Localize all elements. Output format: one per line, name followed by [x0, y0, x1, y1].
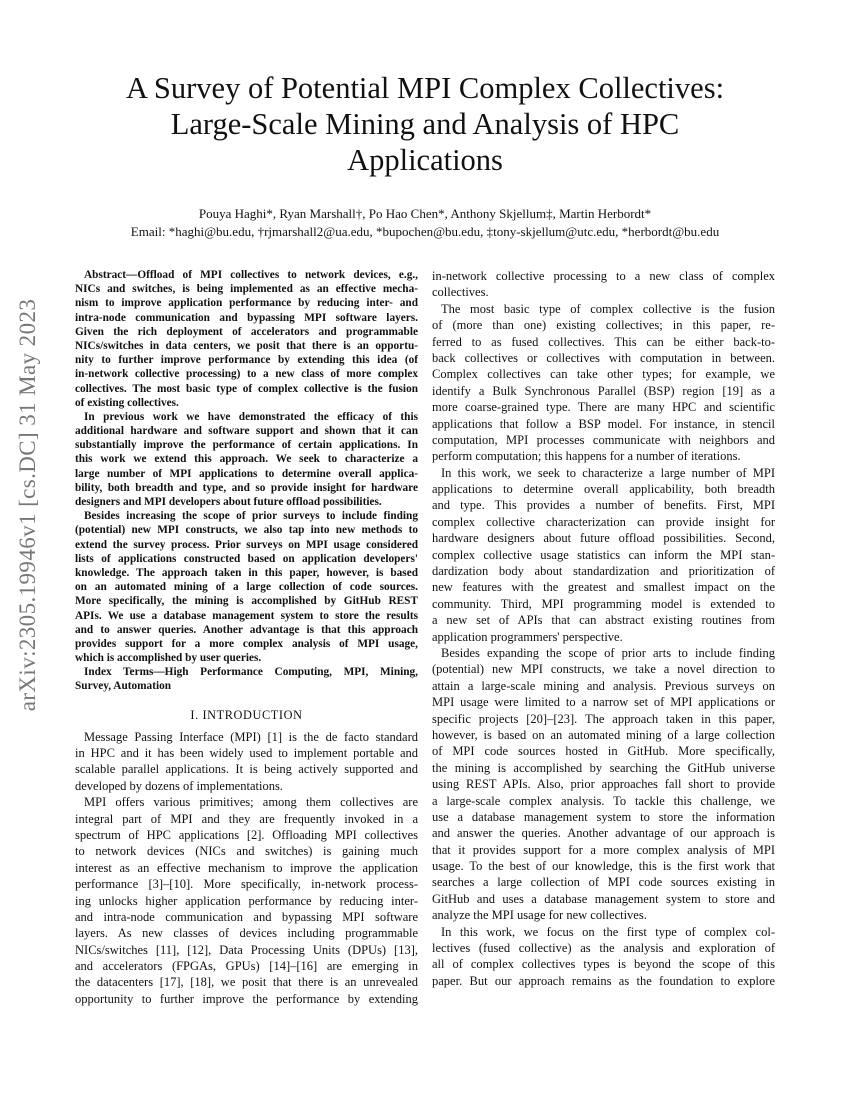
body-line: identify a Bulk Synchronous Parallel (BSP) region [19] as a	[432, 383, 775, 398]
abstract-line: this work we extend this approach. We seek to characterize a	[75, 453, 418, 466]
body-line: and type. This provides a number of benefits. First, MPI	[432, 498, 775, 513]
body-line: ing unlocks higher application performance by reducing inter-	[75, 893, 418, 908]
body-line: community. Third, MPI programming model is extended to	[432, 596, 775, 611]
abstract-line: Abstract—Offload of MPI collectives to network devices, e.g.,	[84, 269, 418, 281]
right-column	[432, 268, 775, 989]
abstract-line: of existing collectives.	[75, 396, 179, 409]
body-line: new features with the greatest and smallest impact on the	[432, 580, 775, 595]
title-line: Large-Scale Mining and Analysis of HPC	[170, 107, 680, 141]
abstract-line: knowledge. The approach taken in this paper, however, is based	[75, 566, 418, 579]
body-line: In this work, we focus on the first type of complex col-	[441, 924, 775, 939]
body-line: complex collective characterization can provide insight for	[432, 514, 775, 529]
body-line: developed by dozens of implementations.	[75, 778, 283, 793]
body-line: Besides expanding the scope of prior arts to include finding	[441, 645, 775, 660]
body-line: scalable parallel applications. It is being actively supported and	[75, 762, 418, 777]
abstract-line: More specifically, the mining is accomplished by GitHub REST	[75, 595, 418, 608]
abstract-line: NICs/switches in data centers, we posit that there is an opportu-	[75, 339, 418, 352]
body-line: MPI offers various primitives; among them collectives are	[84, 795, 418, 810]
title-line: A Survey of Potential MPI Complex Collectives:	[125, 71, 725, 105]
abstract-line: additional hardware and software support and shown that it can	[75, 425, 418, 438]
abstract-line: lists of applications constructed based on application developers'	[75, 552, 418, 565]
body-line: in-network collective processing to a new class of complex	[432, 269, 775, 283]
body-line: applications to determine overall applicability, both breadth	[432, 482, 775, 497]
arxiv-identifier-text: arXiv:2305.19946v1 [cs.DC] 31 May 2023	[15, 298, 40, 712]
body-line: spectrum of HPC applications [2]. Offloading MPI collectives	[75, 827, 418, 842]
body-line: of (more than one) existing collectives; in this paper, re-	[432, 318, 775, 333]
introduction-body-left	[75, 729, 418, 1008]
body-line: performance [3]–[10]. More specifically, in-network process-	[75, 877, 418, 892]
body-line: perform computation; this happens for a number of iterations.	[432, 449, 741, 464]
body-line: lectives (fused collective) as the analysis and exploration of	[432, 941, 775, 956]
abstract-line: collectives. The most basic type of complex collective is the fusion	[75, 382, 418, 395]
body-line: collectives.	[432, 285, 489, 300]
author-names: Pouya Haghi*, Ryan Marshall†, Po Hao Chen*, Anthony Skjellum‡, Martin Herbordt*	[198, 206, 652, 221]
body-line: a large-scale complex analysis. To tackle this challenge, we	[432, 793, 775, 808]
body-line: MPI usage were limited to a narrow set of MPI applications or	[432, 695, 775, 710]
body-line: In this work, we seek to characterize a large number of MPI	[441, 465, 775, 480]
abstract	[75, 268, 418, 694]
abstract-line: provides support for a more complex analysis of MPI usage,	[75, 637, 418, 650]
body-line: using REST APIs. Also, prior approaches fall short to provide	[432, 777, 775, 792]
body-line: complex collective usage statistics can inform the MPI stan-	[432, 547, 775, 562]
body-line: opportunity to further improve the performance by extending	[75, 991, 418, 1006]
body-line: GitHub and uses a database management system to store and	[432, 891, 775, 906]
body-line: Message Passing Interface (MPI) [1] is the de facto standard	[84, 729, 418, 744]
body-line: The most basic type of complex collective is the fusion	[441, 301, 775, 316]
body-line: in HPC and it has been widely used to implement portable and	[75, 746, 418, 761]
arxiv-identifier-stamp	[8, 285, 48, 725]
abstract-line: nism to improve application performance by reducing inter- and	[75, 297, 418, 310]
abstract-line: in-network collective processing) to a new class of more complex	[75, 368, 418, 381]
body-line: analyze the MPI usage for new collectives.	[432, 908, 647, 923]
index-terms-line: Index Terms—High Performance Computing, MPI, Mining,	[84, 666, 418, 679]
body-line: hardware designers about future offload possibilities. Second,	[432, 531, 775, 546]
body-line: dardization body about standardization and prioritization of	[432, 564, 775, 579]
body-line: NICs/switches [11], [12], Data Processing Units (DPUs) [13],	[75, 942, 418, 957]
body-line: attain a large-scale mining and analysis. Previous surveys on	[432, 678, 775, 693]
abstract-line: intra-node communication and bypassing MPI software layers.	[75, 311, 418, 324]
body-line: of MPI code sources hosted in GitHub. More specifically,	[432, 744, 775, 759]
body-line: more coarse-grained type. There are many HPC and scientific	[432, 400, 775, 415]
index-terms-line: Survey, Automation	[75, 680, 172, 693]
body-line: usage. To the best of our knowledge, this is the first work that	[432, 859, 775, 874]
body-line: and accelerators (FPGAs, GPUs) [14]–[16] are emerging in	[75, 959, 418, 974]
abstract-line: (potential) new MPI constructs, we also tap into new methods to	[75, 524, 418, 537]
abstract-line: In previous work we have demonstrated the efficacy of this	[84, 410, 418, 423]
title-line: Applications	[347, 143, 503, 177]
body-line: paper. But our approach remains as the foundation to explore	[432, 973, 775, 988]
body-line: integral part of MPI and they are frequently invoked in a	[75, 811, 418, 826]
body-line: and answer the queries. Another advantage of our approach is	[432, 826, 775, 841]
abstract-line: designers and MPI developers about future offload possibilities.	[75, 496, 382, 508]
body-line: searches a large collection of MPI code sources existing in	[432, 875, 775, 890]
body-line: layers. As new classes of devices including programmable	[75, 926, 418, 941]
body-line: the datacenters [17], [18], we posit that there is an unrevealed	[75, 975, 418, 990]
paper-title	[60, 70, 790, 178]
author-emails: Email: *haghi@bu.edu, †rjmarshall2@ua.edu, *bupochen@bu.edu, ‡tony-skjellum@utc.edu, *herbordt@bu.edu	[130, 224, 720, 239]
body-line: applications that follow a BSP model. For instance, in stencil	[432, 416, 775, 431]
section-heading-introduction: I. INTRODUCTION	[190, 707, 303, 722]
body-line: ferred to as fused collectives. This can be either back-to-	[432, 334, 775, 349]
author-block	[60, 205, 790, 241]
abstract-line: extend the survey process. Prior surveys on MPI usage considered	[75, 538, 418, 551]
abstract-line: on an automated mining of a large collection of code sources.	[75, 581, 418, 594]
body-line: (potential) new MPI constructs, we take a novel direction to	[432, 662, 775, 677]
abstract-line: which is accomplished by user queries.	[75, 652, 262, 665]
body-line: a new set of APIs that can abstract existing routines from	[432, 613, 775, 628]
abstract-line: Given the rich deployment of accelerators and programmable	[75, 325, 418, 338]
body-line: back collectives or collectives with computation in between.	[432, 350, 775, 365]
abstract-line: large number of MPI applications to determine overall applica-	[75, 467, 418, 480]
abstract-line: substantially improve the performance of certain applications. In	[75, 439, 418, 452]
body-line: Complex collectives can take other types; for example, we	[432, 367, 775, 382]
abstract-line: and to answer queries. Another advantage is that this approach	[75, 623, 418, 636]
body-line: use a database management system to store the information	[432, 809, 775, 824]
abstract-line: APIs. We use a database management system to store the results	[75, 609, 418, 622]
left-column	[75, 268, 418, 1007]
abstract-line: Besides increasing the scope of prior surveys to include finding	[84, 510, 418, 523]
abstract-line: NICs and switches, is being implemented as an effective mecha-	[75, 283, 418, 296]
body-line: that it provides support for a more complex analysis of MPI	[432, 842, 775, 857]
body-line: interest as an effective mechanism to improve the application	[75, 860, 418, 875]
body-line: however, is based on an automated mining of a large collection	[432, 727, 775, 742]
body-line: the mining is accomplished by searching the GitHub universe	[432, 760, 775, 775]
abstract-line: nity to further improve performance by extending this idea (of	[75, 354, 418, 367]
body-line: to network devices (NICs and switches) is gaining much	[75, 844, 418, 859]
body-line: application programmers' perspective.	[432, 629, 623, 644]
body-line: and intra-node communication and bypassing MPI software	[75, 909, 418, 924]
body-line: specific projects [20]–[23]. The approach taken in this paper,	[432, 711, 775, 726]
body-line: computation, MPI processes communicate with neighbors and	[432, 432, 775, 447]
abstract-line: bility, both breadth and type, and so provide insight for hardware	[75, 481, 418, 494]
body-line: all of complex collectives types is beyond the scope of this	[432, 957, 775, 972]
